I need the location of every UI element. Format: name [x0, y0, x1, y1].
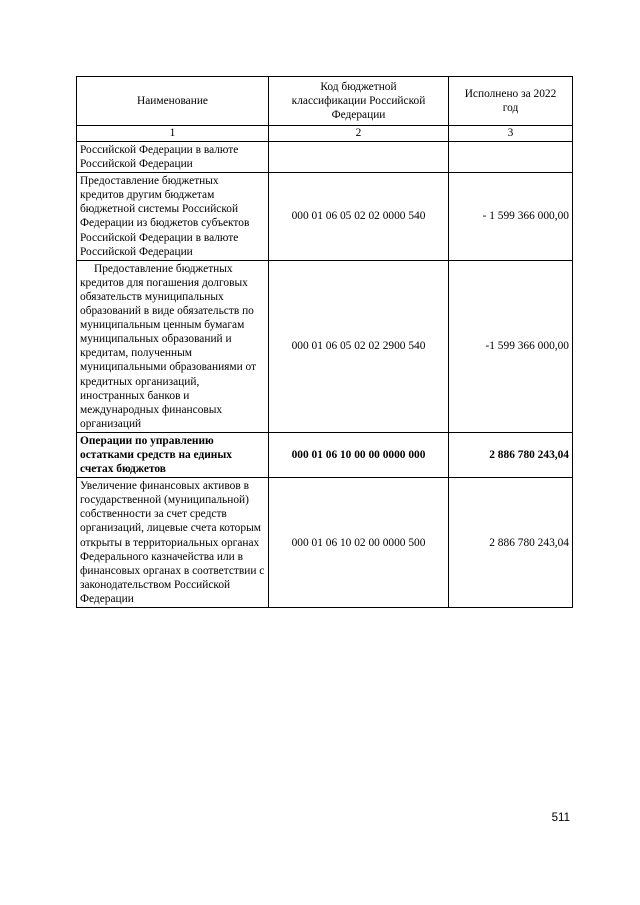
column-number-2: 2 [269, 126, 449, 142]
column-number-3: 3 [449, 126, 573, 142]
row-code: 000 01 06 10 02 00 0000 500 [269, 478, 449, 608]
row-name: Российской Федерации в валюте Российской Федерации [77, 142, 269, 173]
table-row [77, 478, 573, 608]
row-amount: 2 886 780 243,04 [449, 432, 573, 477]
header-code: Код бюджетной классификации Российской Федерации [269, 77, 449, 126]
row-code: 000 01 06 05 02 02 0000 540 [269, 173, 449, 261]
row-code: 000 01 06 05 02 02 2900 540 [269, 260, 449, 432]
row-name: Предоставление бюджетных кредитов другим бюджетам бюджетной системы Российской Федерации из бюджетов субъектов Российской Федерации в валюте Российской Федерации [77, 173, 269, 261]
row-name: Операции по управлению остатками средств на единых счетах бюджетов [77, 432, 269, 477]
row-amount [449, 142, 573, 173]
table-row [77, 142, 573, 173]
row-code: 000 01 06 10 00 00 0000 000 [269, 432, 449, 477]
row-amount: - 1 599 366 000,00 [449, 173, 573, 261]
row-amount: -1 599 366 000,00 [449, 260, 573, 432]
column-number-row [77, 126, 573, 142]
header-name: Наименование [77, 77, 269, 126]
table-row [77, 432, 573, 477]
page-number: 511 [551, 812, 570, 824]
table-row [77, 260, 573, 432]
table-header-row [77, 77, 573, 126]
row-code [269, 142, 449, 173]
row-name: Увеличение финансовых активов в государственной (муниципальной) собственности за счет средств организаций, лицевые счета которым открыты в территориальных органах Федерального казначейства или в финансовых органах в соответствии с законодательством Российской Федерации [77, 478, 269, 608]
column-number-1: 1 [77, 126, 269, 142]
header-amount: Исполнено за 2022 год [449, 77, 573, 126]
row-name: Предоставление бюджетных кредитов для погашения долговых обязательств муниципальных образований в виде обязательств по муниципальным ценным бумагам муниципальных образований и кредитам, полученным муниципальными образованиями от кредитных организаций, иностранных банков и международных финансовых организаций [77, 260, 269, 432]
table-row [77, 173, 573, 261]
row-amount: 2 886 780 243,04 [449, 478, 573, 608]
budget-table [76, 76, 573, 608]
